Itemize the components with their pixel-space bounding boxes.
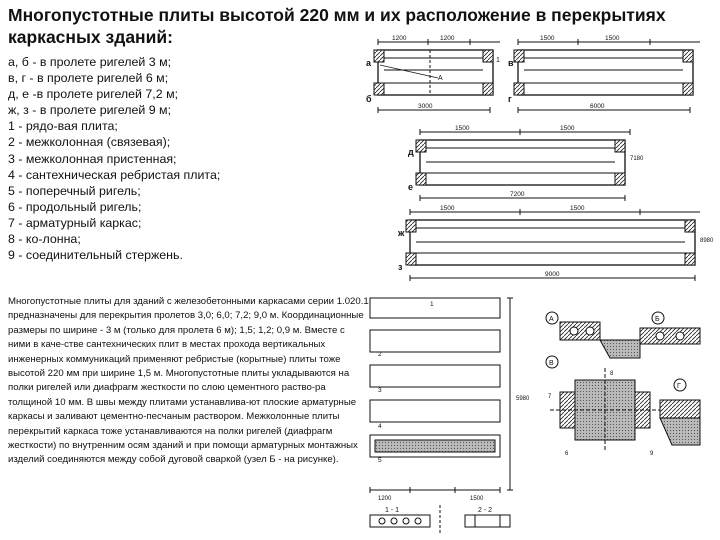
label-zh: ж — [398, 228, 405, 238]
label-b: б — [366, 94, 372, 104]
node-label-G: Г — [677, 383, 681, 390]
dim-label: 6000 — [590, 103, 605, 110]
page-title: Многопустотные плиты высотой 220 мм и их расположение в перекрытиях каркасных зданий: — [8, 5, 666, 47]
legend-item: 9 - соединительный стержень. — [8, 248, 183, 263]
label-9: 9 — [650, 451, 654, 457]
dim-label: 1500 — [605, 35, 620, 42]
dim-label: 1500 — [540, 35, 555, 42]
dim-label: 1200 — [378, 496, 392, 502]
legend-item: 8 - ко-лонна; — [8, 232, 81, 247]
label-2: 2 — [378, 351, 382, 358]
legend-item: 2 - межколонная (связевая); — [8, 135, 171, 150]
dim-label: 1200 — [440, 35, 455, 42]
dim-label: 9000 — [545, 271, 560, 278]
legend-item: ж, з - в пролете ригелей 9 м; — [8, 103, 172, 118]
drawing-plate-types — [370, 298, 513, 535]
legend-item: а, б - в пролете ригелей 3 м; — [8, 55, 172, 69]
node-label-A: А — [549, 316, 554, 323]
legend-item: д, е -в пролете ригелей 7,2 м; — [8, 87, 179, 102]
legend-item: 4 - сантехническая ребристая плита; — [8, 167, 221, 182]
node-label-B: Б — [655, 316, 660, 323]
legend-item: 3 - межколонная пристенная; — [8, 151, 177, 166]
drawing-node-details — [546, 312, 700, 452]
dim-label: 7200 — [510, 191, 525, 198]
legend-item: 1 - рядо-вая плита; — [8, 119, 118, 134]
label-d: д — [408, 147, 414, 157]
dim-label: 1500 — [470, 496, 484, 502]
section-label: 1 - 1 — [385, 507, 400, 514]
dim-label: 1500 — [440, 205, 455, 212]
label-v: в — [508, 58, 514, 68]
label-3: 3 — [378, 387, 382, 394]
dim-label: 1500 — [455, 125, 470, 132]
legend-item: 7 - арматурный каркас; — [8, 215, 142, 230]
section-label: 2 - 2 — [478, 507, 493, 514]
dim-label: 3000 — [418, 103, 433, 110]
description-paragraph: Многопустотные плиты для зданий с железобетонными каркасами серии 1.020.1 предназначены для перекрытия пролетов 3,0; 6,0; 7,2; 9,0 м. Координационные размеры по ширине - 3 м (только для пролета 6 м); 1,5; 1,2; 0,9 м. Вместе с ними в каче-стве сантехнических плит в местах прохода вертикальных инженерных коммуникаций применяют ребристые (корытные) плиты тоже высотой 220 мм при ширине 1,5 м. Многопустотные плиты укладываются на полки ригелей или диафрагм жесткости по слою цементного раство-ра толщиной 10 мм. В швы между плитами устанавлива-ют плоские арматурные каркасы и заливают цементно-песчаным раствором. Межколонные плиты перекрытий каркаса тоже устанавливаются на полки ригелей (диафрагм жесткости) по внутренним осям зданий и при помощи арматурных монтажных изделий соединяются между собой дуговой сваркой (узел Б - на рисунке). — [8, 296, 369, 466]
label-a: а — [366, 58, 372, 68]
label-1: 1 — [430, 301, 434, 308]
label-z: з — [398, 262, 403, 272]
legend-item: в, г - в пролете ригелей 6 м; — [8, 71, 169, 86]
label-7: 7 — [548, 394, 552, 400]
drawing-plate-types-labels — [378, 301, 530, 514]
legend-item: 5 - поперечный ригель; — [8, 183, 141, 198]
node-label-V: В — [549, 360, 554, 367]
dim-label: 5980 — [516, 396, 530, 402]
drawing-span-6m-labels — [508, 35, 620, 110]
legend-item: 6 - продольный ригель; — [8, 199, 142, 214]
dim-label: 7180 — [630, 156, 644, 162]
drawing-span-3m-labels — [366, 35, 500, 110]
dim-label: 1500 — [560, 125, 575, 132]
label-6: 6 — [565, 451, 569, 457]
dim-label: 8980 — [700, 238, 714, 244]
label-5: 5 — [378, 457, 382, 464]
label-e: е — [408, 182, 414, 192]
dim-label: 1200 — [392, 35, 407, 42]
dim-label: 1500 — [570, 205, 585, 212]
label-4: 4 — [378, 423, 382, 430]
label-1: 1 — [496, 57, 500, 64]
drawing-span-3m — [374, 39, 500, 113]
label-A: А — [438, 75, 443, 82]
label-g: г — [508, 94, 512, 104]
drawing-span-6m — [514, 39, 700, 113]
label-8: 8 — [610, 371, 614, 377]
